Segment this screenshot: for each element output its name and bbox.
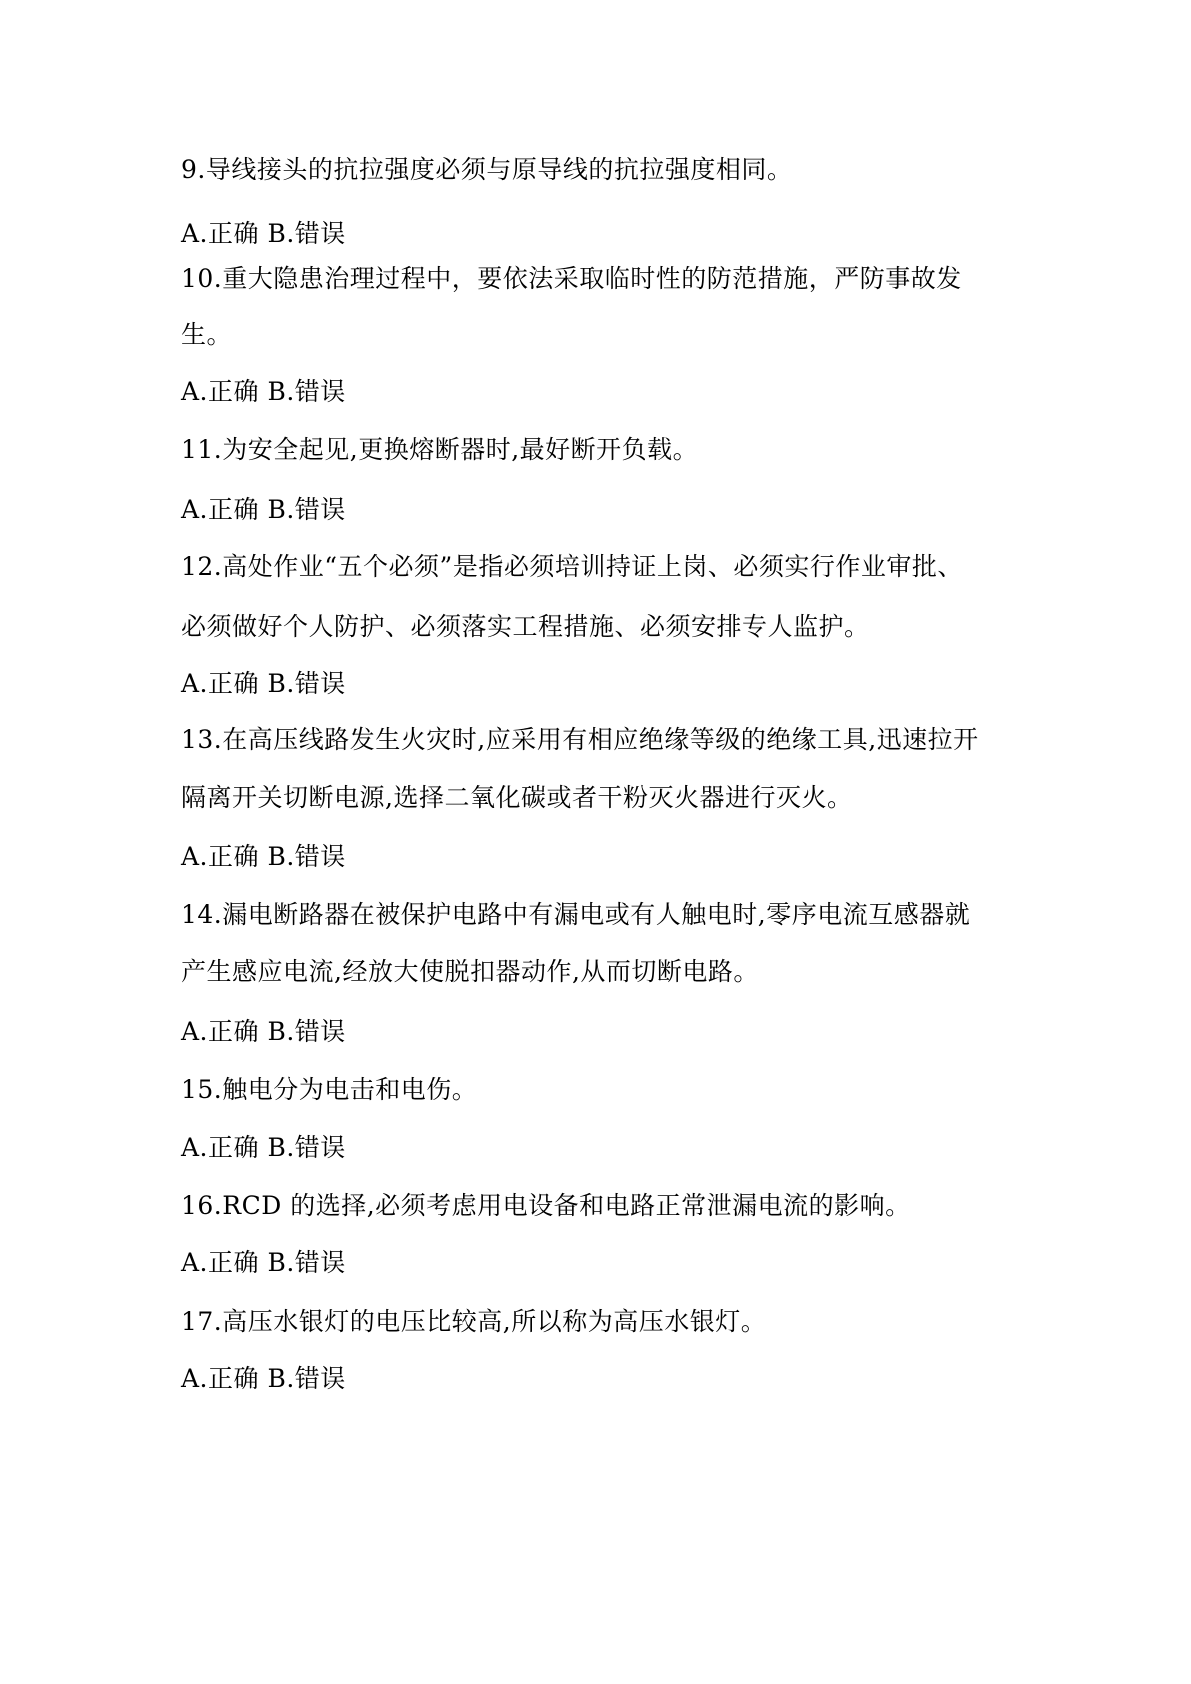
question-13-text-continued: 隔离开关切断电源,选择二氧化碳或者干粉灭火器进行灭火。: [181, 783, 853, 812]
question-11-text: 11.为安全起见,更换熔断器时,最好断开负载。: [181, 435, 699, 464]
question-13-options: A.正确 B.错误: [181, 842, 346, 871]
question-10-options: A.正确 B.错误: [181, 377, 346, 406]
question-16-text: 16.RCD 的选择,必须考虑用电设备和电路正常泄漏电流的影响。: [181, 1191, 911, 1220]
question-9-text: 9.导线接头的抗拉强度必须与原导线的抗拉强度相同。: [181, 155, 793, 184]
question-14-text-continued: 产生感应电流,经放大使脱扣器动作,从而切断电路。: [181, 957, 759, 986]
question-10-text-continued: 生。: [181, 320, 233, 349]
question-10-text: 10.重大隐患治理过程中，要依法采取临时性的防范措施，严防事故发: [181, 264, 962, 293]
question-14-text: 14.漏电断路器在被保护电路中有漏电或有人触电时,零序电流互感器就: [181, 900, 971, 929]
question-12-text: 12.高处作业“五个必须”是指必须培训持证上岗、必须实行作业审批、: [181, 552, 963, 581]
question-12-options: A.正确 B.错误: [181, 669, 346, 698]
question-12-text-continued: 必须做好个人防护、必须落实工程措施、必须安排专人监护。: [181, 612, 870, 641]
question-9-options: A.正确 B.错误: [181, 219, 346, 248]
question-14-options: A.正确 B.错误: [181, 1017, 346, 1046]
question-16-options: A.正确 B.错误: [181, 1248, 346, 1277]
question-15-options: A.正确 B.错误: [181, 1133, 346, 1162]
question-13-text: 13.在高压线路发生火灾时,应采用有相应绝缘等级的绝缘工具,迅速拉开: [181, 725, 979, 754]
question-17-text: 17.高压水银灯的电压比较高,所以称为高压水银灯。: [181, 1307, 767, 1336]
question-11-options: A.正确 B.错误: [181, 495, 346, 524]
question-17-options: A.正确 B.错误: [181, 1364, 346, 1393]
question-15-text: 15.触电分为电击和电伤。: [181, 1075, 478, 1104]
